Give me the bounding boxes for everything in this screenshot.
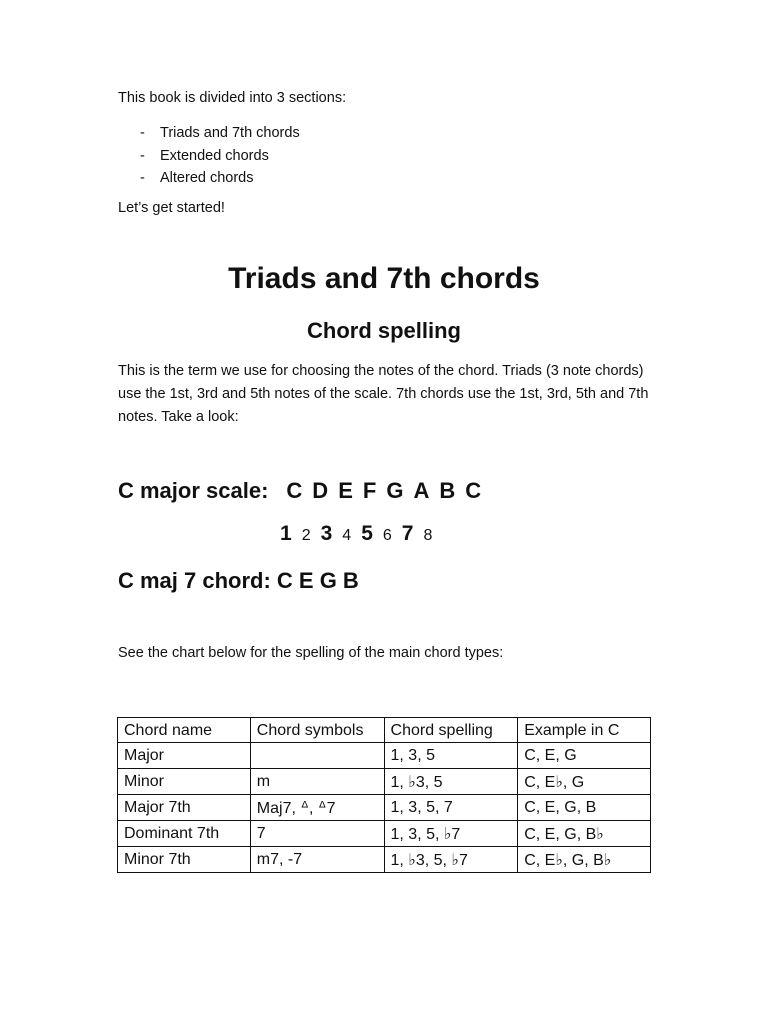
scale-label: C major scale: [118, 478, 269, 503]
table-cell: C, E♭, G [518, 769, 651, 795]
table-cell: 7 [250, 821, 384, 847]
table-cell: C, E, G, B [518, 795, 651, 821]
scale-note: C [465, 478, 482, 503]
table-cell: Maj7, ᐞ, ᐞ7 [250, 795, 384, 821]
scale-degree: 5 [361, 522, 373, 545]
table-row [118, 769, 651, 795]
bullet-dash: - [140, 170, 145, 186]
table-cell [250, 743, 384, 769]
list-item [140, 122, 300, 145]
list-item [140, 167, 300, 190]
table-cell: C, E, G [518, 743, 651, 769]
table-header-cell: Chord name [118, 718, 251, 743]
chord-table [117, 717, 651, 873]
scale-note: B [439, 478, 456, 503]
table-cell: 1, ♭3, 5, ♭7 [384, 847, 518, 873]
table-row [118, 795, 651, 821]
scale-degree: 7 [401, 522, 414, 545]
table-cell: Dominant 7th [118, 821, 251, 847]
scale-degree: 8 [423, 527, 433, 544]
section-list [140, 122, 300, 190]
bullet-dash: - [140, 125, 145, 141]
table-header-cell: Chord symbols [250, 718, 384, 743]
section-subtitle: Chord spelling [307, 318, 461, 343]
table-cell: 1, 3, 5, 7 [384, 795, 518, 821]
scale-note: G [386, 478, 404, 503]
table-header-row [118, 718, 651, 743]
scale-degree: 3 [320, 522, 333, 545]
scale-note: E [338, 478, 353, 503]
intro-text: This book is divided into 3 sections: [118, 90, 347, 106]
scale-degree: 6 [382, 527, 392, 544]
intro-outro: Let’s get started! [118, 200, 225, 216]
table-cell: Minor 7th [118, 847, 251, 873]
scale-degree: 4 [342, 527, 352, 544]
scale-degrees [280, 522, 442, 546]
table-cell: m7, -7 [250, 847, 384, 873]
scale-note: F [362, 478, 377, 503]
table-cell: C, E, G, B♭ [518, 821, 651, 847]
bullet-dash: - [140, 147, 145, 164]
table-cell: C, E♭, G, B♭ [518, 847, 651, 873]
section-label: Extended chords [160, 147, 269, 164]
scale-note: D [312, 478, 329, 503]
table-cell: Major [118, 743, 251, 769]
list-item [140, 145, 300, 168]
table-cell: Major 7th [118, 795, 251, 821]
table-header-cell: Example in C [518, 718, 651, 743]
scale-note: A [413, 478, 430, 503]
section-label: Altered chords [160, 170, 254, 186]
maj7-chord-line: C maj 7 chord: C E G B [118, 568, 359, 593]
chart-intro: See the chart below for the spelling of the main chord types: [118, 645, 504, 661]
table-cell: m [250, 769, 384, 795]
table-cell: 1, 3, 5 [384, 743, 518, 769]
scale-degree: 2 [301, 527, 311, 544]
scale-degree: 1 [280, 522, 292, 545]
table-cell: 1, 3, 5, ♭7 [384, 821, 518, 847]
table-row [118, 821, 651, 847]
scale-note: C [286, 478, 303, 503]
section-label: Triads and 7th chords [160, 125, 300, 141]
table-row [118, 743, 651, 769]
table-cell: 1, ♭3, 5 [384, 769, 518, 795]
body-paragraph: This is the term we use for choosing the notes of the chord. Triads (3 note chords) use the 1st, 3rd and 5th notes of the scale. 7th chords use the 1st, 3rd, 5th and 7th notes. Take a look: [118, 363, 649, 425]
page-title: Triads and 7th chords [228, 262, 540, 295]
table-row [118, 847, 651, 873]
table-header-cell: Chord spelling [384, 718, 518, 743]
scale-notes [276, 478, 481, 504]
scale-line [118, 478, 481, 504]
table-cell: Minor [118, 769, 251, 795]
